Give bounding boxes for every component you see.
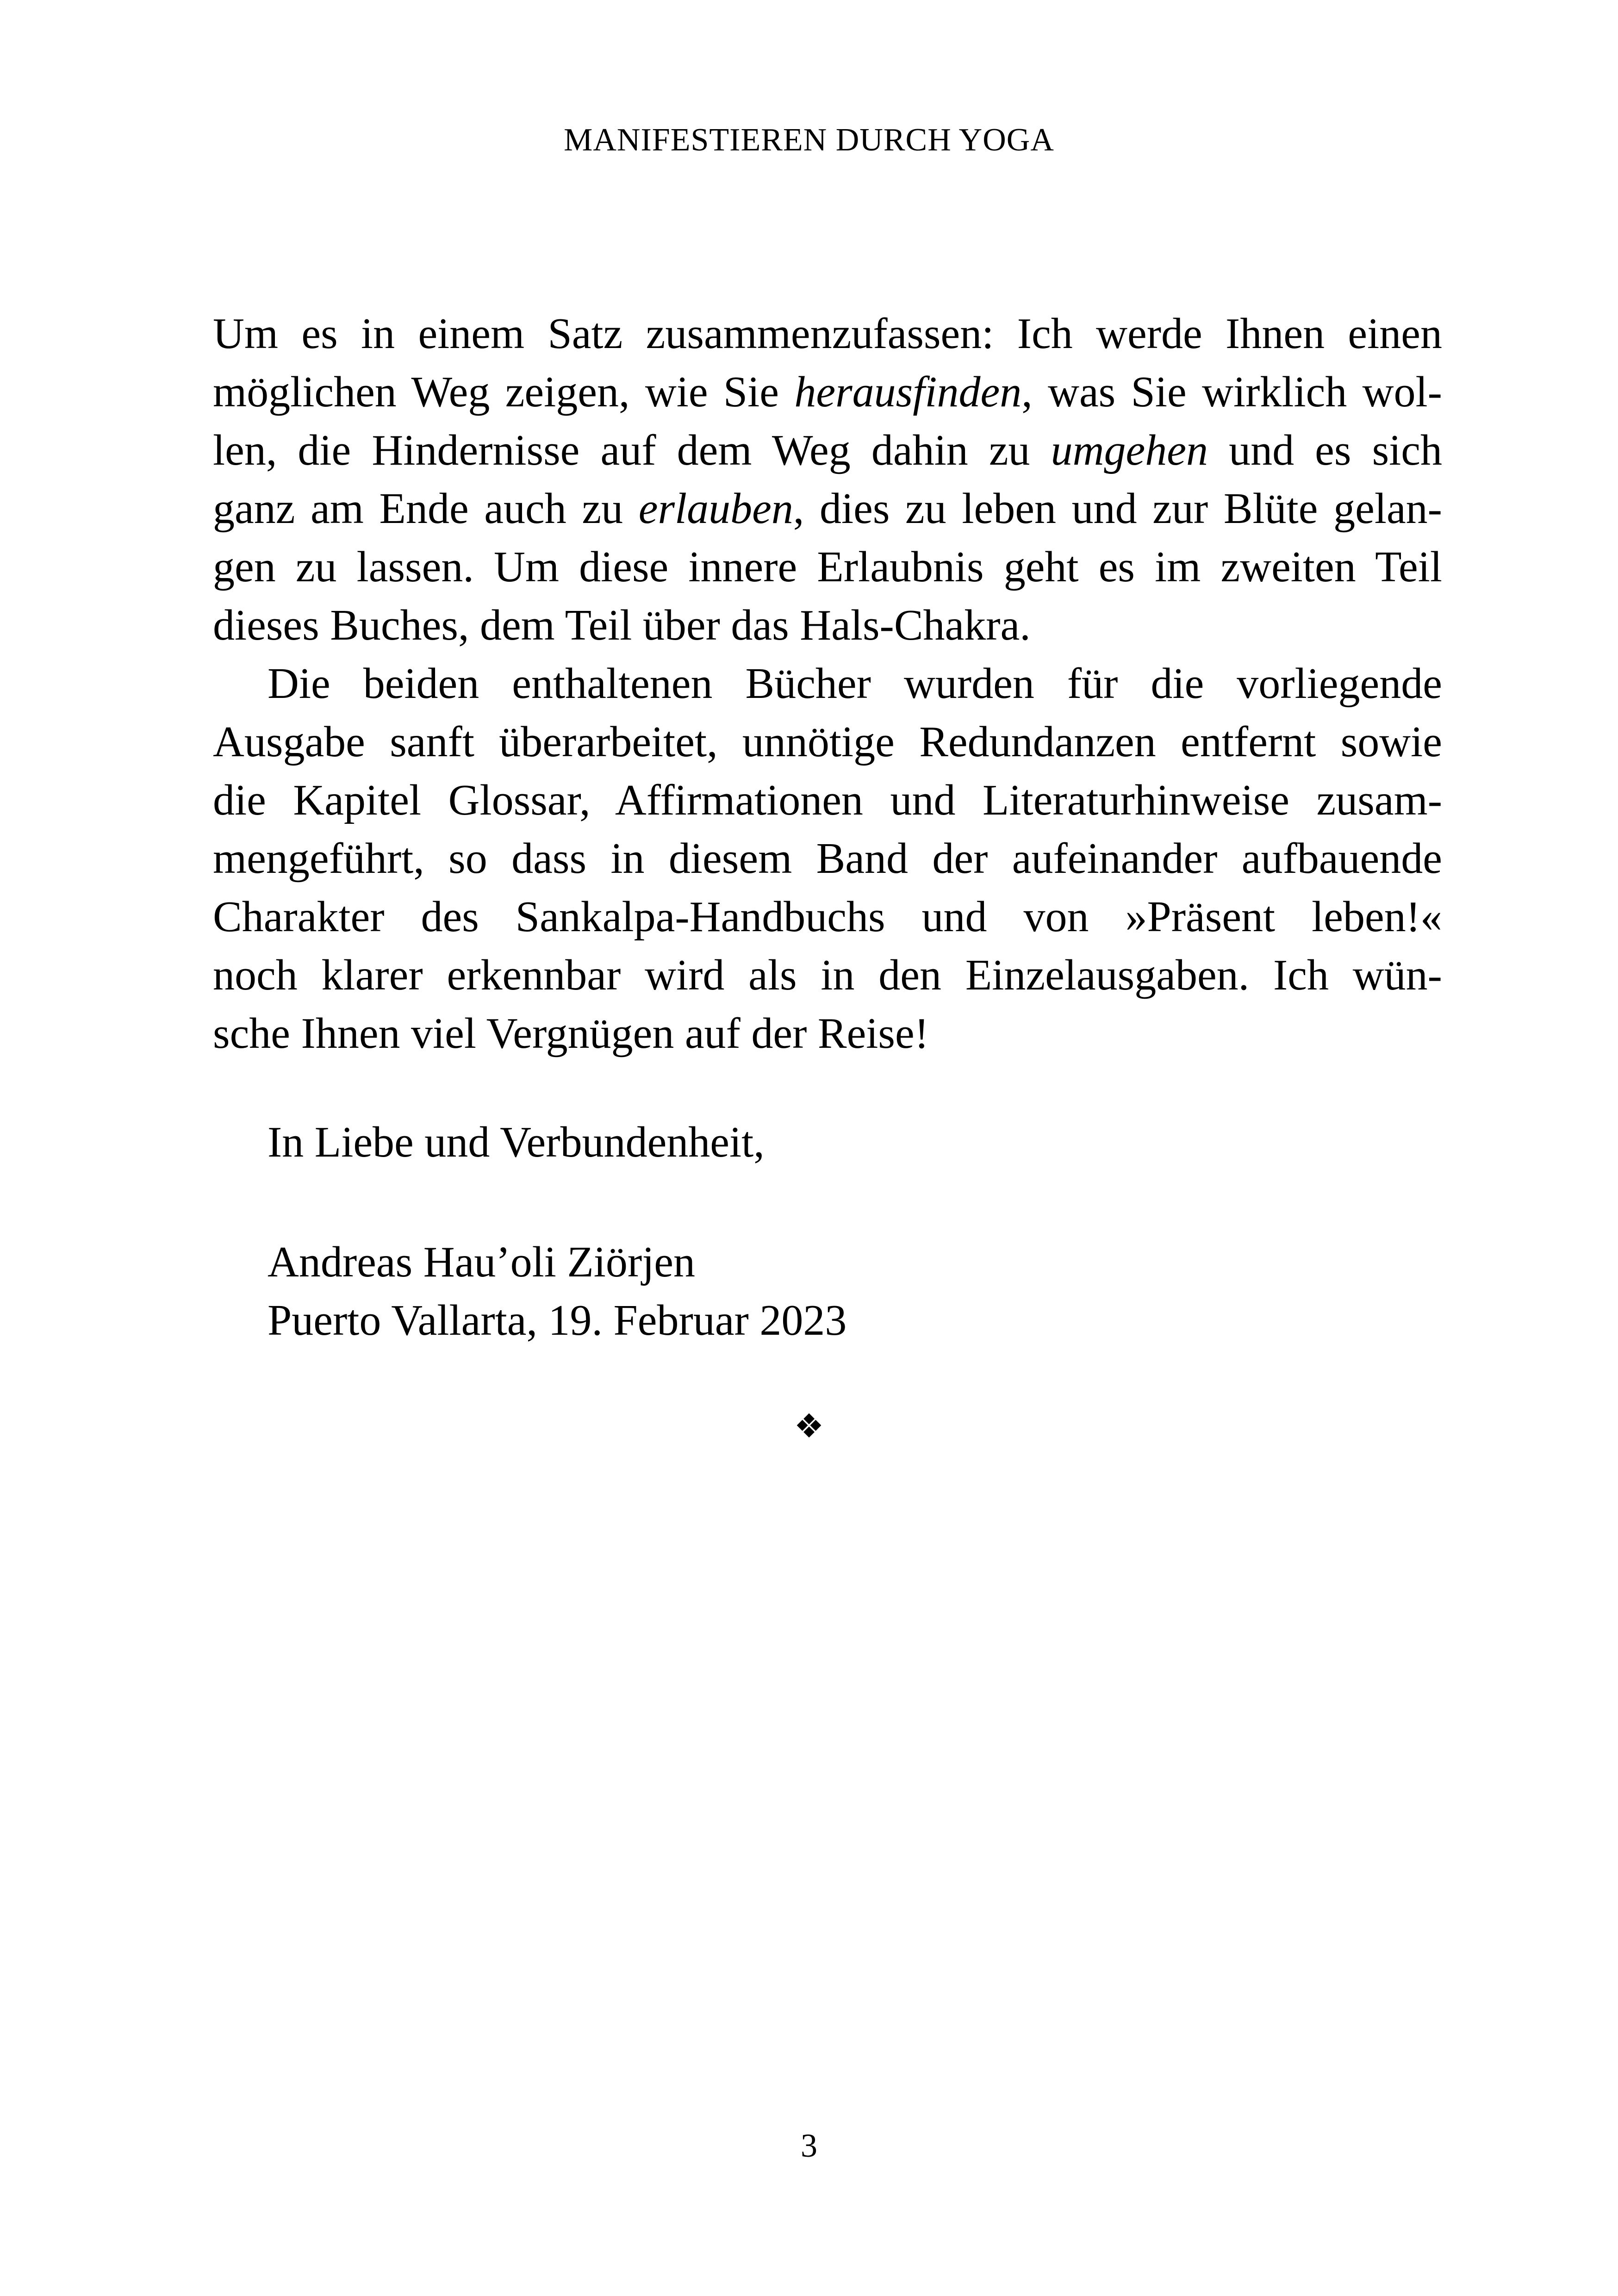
text-line: Um es in einem Satz zusammenzufassen: Ich werde Ihnen einen	[213, 310, 1442, 358]
text-line: Charakter des Sankalpa-Handbuchs und von »Präsent leben!«	[213, 893, 1442, 941]
text-line: mengeführt, so dass in diesem Band der aufeinander aufbauende	[213, 834, 1442, 883]
page-number: 3	[801, 2127, 817, 2164]
text-segment: möglichen Weg zeigen, wie Sie	[213, 368, 795, 416]
text-segment: , was Sie wirklich wol-	[1021, 368, 1442, 416]
body-text	[213, 305, 1442, 1063]
place-date: Puerto Vallarta, 19. Februar 2023	[268, 1296, 847, 1344]
salutation: In Liebe und Verbundenheit,	[268, 1118, 765, 1166]
text-line: dieses Buches, dem Teil über das Hals-Chakra.	[213, 601, 1031, 649]
text-line: gen zu lassen. Um diese innere Erlaubnis geht es im zweiten Teil	[213, 543, 1442, 591]
running-header: MANIFESTIEREN DURCH YOGA	[564, 122, 1054, 158]
author-name: Andreas Hau’oli Ziörjen	[268, 1238, 696, 1286]
text-line	[213, 363, 1442, 421]
emphasis-erlauben: erlauben	[638, 485, 793, 533]
text-line	[213, 479, 1442, 538]
text-line: Ausgabe sanft überarbeitet, unnötige Redundanzen entfernt sowie	[213, 718, 1442, 766]
text-line: sche Ihnen viel Vergnügen auf der Reise!	[213, 1009, 929, 1058]
paragraph-1	[213, 305, 1442, 654]
four-diamond-ornament-icon: ❖	[794, 1406, 824, 1445]
text-segment: len, die Hindernisse auf dem Weg dahin zu	[213, 426, 1051, 474]
emphasis-herausfinden: herausfinden	[794, 368, 1022, 416]
emphasis-umgehen: umgehen	[1051, 426, 1208, 474]
text-segment: , dies zu leben und zur Blüte gelan-	[793, 485, 1442, 533]
text-line: Die beiden enthaltenen Bücher wurden für die vorliegende	[268, 660, 1442, 708]
text-line: die Kapitel Glossar, Affirmationen und Literaturhinweise zusam-	[213, 776, 1442, 824]
text-segment: und es sich	[1207, 426, 1442, 474]
text-line: noch klarer erkennbar wird als in den Einzelausgaben. Ich wün-	[213, 951, 1442, 999]
text-segment: ganz am Ende auch zu	[213, 485, 639, 533]
paragraph-2	[213, 654, 1442, 1063]
text-line	[213, 421, 1442, 479]
